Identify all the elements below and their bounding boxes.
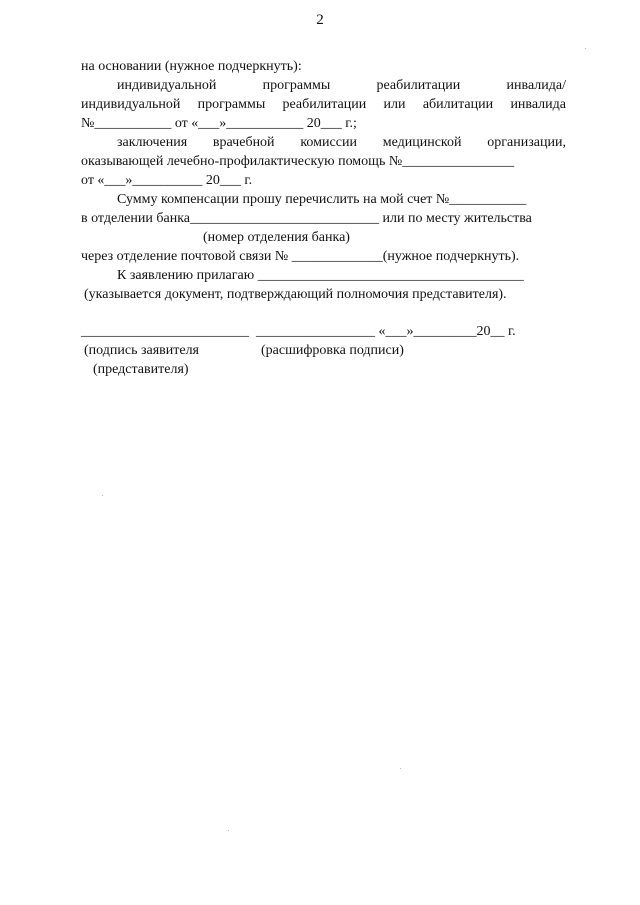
word: заключения	[117, 135, 188, 150]
conclusion-line-1	[117, 135, 566, 151]
page-number: 2	[316, 12, 324, 28]
word: абилитации	[422, 97, 494, 112]
signature-caption-applicant: (подпись заявителя	[84, 343, 200, 358]
scan-speck	[585, 48, 586, 49]
signature-caption-representative: (представителя)	[93, 362, 189, 377]
bank-caption: (номер отделения банка)	[203, 230, 350, 245]
attach-line: К заявлению прилагаю ______________________________________	[117, 268, 524, 283]
word: или	[383, 97, 406, 112]
conclusion-line-2: оказывающей лечебно-профилактическую помощь №________________	[81, 154, 515, 169]
word: индивидуальной	[117, 78, 217, 93]
conclusion-line-3: от «___»__________ 20___ г.	[81, 173, 253, 188]
individual-program-line-2	[81, 97, 566, 113]
attach-caption: (указывается документ, подтверждающий полномочия представителя).	[84, 287, 507, 302]
signature-line: ________________________ _________________ «___»_________20__ г.	[81, 324, 516, 339]
word: программы	[262, 78, 331, 93]
word: индивидуальной	[81, 97, 181, 112]
signature-caption-decoding: (расшифровка подписи)	[261, 343, 404, 358]
word: медицинской	[382, 135, 462, 150]
word: инвалида/	[506, 78, 566, 93]
basis-line: на основании (нужное подчеркнуть):	[81, 59, 302, 74]
scan-speck	[102, 495, 103, 496]
post-line: через отделение почтовой связи № _____________(нужное подчеркнуть).	[81, 249, 520, 264]
scan-speck	[228, 830, 229, 831]
word: программы	[197, 97, 266, 112]
word: реабилитации	[376, 78, 461, 93]
word: врачебной	[212, 135, 275, 150]
word: организации,	[487, 135, 566, 150]
word: комиссии	[300, 135, 357, 150]
compensation-line: Сумму компенсации прошу перечислить на мой счет №___________	[117, 192, 527, 207]
bank-line: в отделении банка___________________________ или по месту жительства	[81, 211, 532, 226]
individual-program-line-3: №___________ от «___»___________ 20___ г.;	[81, 116, 357, 131]
scan-speck	[400, 768, 401, 769]
individual-program-line-1	[117, 78, 566, 94]
word: инвалида	[510, 97, 566, 112]
word: реабилитации	[282, 97, 367, 112]
